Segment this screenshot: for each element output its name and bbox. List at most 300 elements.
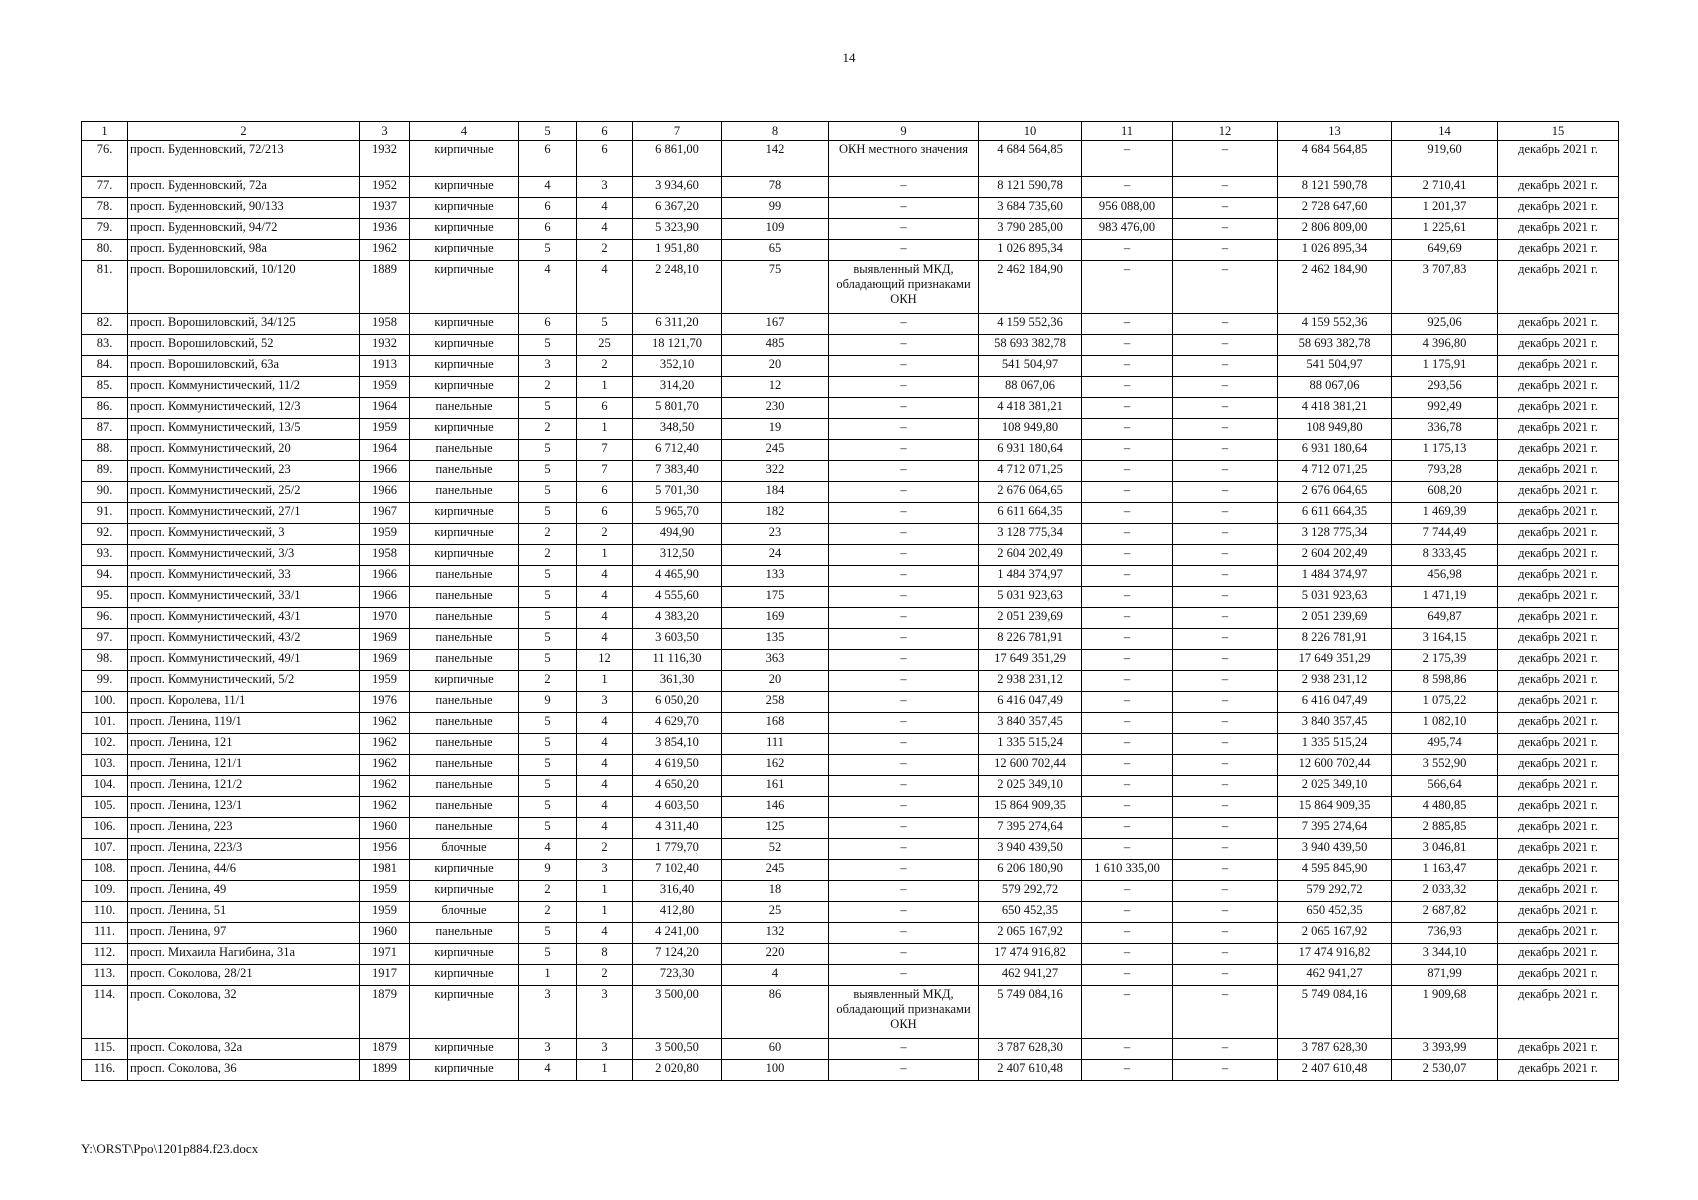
- cell-deadline: декабрь 2021 г.: [1498, 902, 1619, 923]
- cell-cost-col-11: –: [1082, 240, 1173, 261]
- cell-floors: 2: [519, 377, 577, 398]
- cell-floors: 5: [519, 440, 577, 461]
- cell-year-built: 1913: [360, 356, 410, 377]
- cell-heritage-status: –: [829, 356, 979, 377]
- cell-cost-per-sqm: 495,74: [1392, 734, 1498, 755]
- cell-address: просп. Коммунистический, 20: [128, 440, 360, 461]
- cell-row-index: 115.: [82, 1039, 128, 1060]
- cell-floors: 5: [519, 240, 577, 261]
- cell-year-built: 1962: [360, 776, 410, 797]
- cell-deadline: декабрь 2021 г.: [1498, 839, 1619, 860]
- cell-year-built: 1962: [360, 797, 410, 818]
- cell-total-area: 6 367,20: [633, 198, 722, 219]
- cell-entrances: 4: [577, 629, 633, 650]
- cell-residents: 245: [722, 440, 829, 461]
- cell-year-built: 1879: [360, 986, 410, 1039]
- table-row: [82, 692, 1619, 713]
- cell-cost-per-sqm: 293,56: [1392, 377, 1498, 398]
- cell-address: просп. Коммунистический, 11/2: [128, 377, 360, 398]
- table-row: [82, 566, 1619, 587]
- cell-cost-per-sqm: 2 710,41: [1392, 177, 1498, 198]
- cell-cost-total: 1 026 895,34: [979, 240, 1082, 261]
- cell-year-built: 1879: [360, 1039, 410, 1060]
- cell-cost-total: 5 749 084,16: [979, 986, 1082, 1039]
- cell-cost-per-sqm: 736,93: [1392, 923, 1498, 944]
- cell-total-area: 2 020,80: [633, 1060, 722, 1081]
- cell-residents: 245: [722, 860, 829, 881]
- cell-total-area: 7 124,20: [633, 944, 722, 965]
- cell-entrances: 7: [577, 461, 633, 482]
- cell-cost-total: 4 418 381,21: [979, 398, 1082, 419]
- cell-year-built: 1960: [360, 923, 410, 944]
- cell-heritage-status: –: [829, 839, 979, 860]
- cell-row-index: 108.: [82, 860, 128, 881]
- cell-entrances: 1: [577, 419, 633, 440]
- cell-cost-col-13: 4 159 552,36: [1278, 314, 1392, 335]
- cell-deadline: декабрь 2021 г.: [1498, 797, 1619, 818]
- table-row: [82, 524, 1619, 545]
- cell-floors: 5: [519, 335, 577, 356]
- cell-residents: 161: [722, 776, 829, 797]
- cell-row-index: 95.: [82, 587, 128, 608]
- cell-deadline: декабрь 2021 г.: [1498, 398, 1619, 419]
- cell-floors: 5: [519, 608, 577, 629]
- column-number-12: 12: [1173, 122, 1278, 141]
- cell-cost-col-11: –: [1082, 881, 1173, 902]
- cell-residents: 19: [722, 419, 829, 440]
- cell-heritage-status: –: [829, 1039, 979, 1060]
- cell-year-built: 1932: [360, 141, 410, 177]
- cell-deadline: декабрь 2021 г.: [1498, 755, 1619, 776]
- cell-row-index: 77.: [82, 177, 128, 198]
- table-row: [82, 818, 1619, 839]
- cell-cost-per-sqm: 925,06: [1392, 314, 1498, 335]
- cell-cost-col-13: 12 600 702,44: [1278, 755, 1392, 776]
- cell-row-index: 82.: [82, 314, 128, 335]
- cell-cost-total: 3 684 735,60: [979, 198, 1082, 219]
- table-row: [82, 965, 1619, 986]
- cell-row-index: 85.: [82, 377, 128, 398]
- cell-cost-total: 6 931 180,64: [979, 440, 1082, 461]
- cell-heritage-status: выявленный МКД, обладающий признаками ОКН: [829, 986, 979, 1039]
- cell-deadline: декабрь 2021 г.: [1498, 1039, 1619, 1060]
- cell-heritage-status: –: [829, 755, 979, 776]
- cell-residents: 111: [722, 734, 829, 755]
- cell-deadline: декабрь 2021 г.: [1498, 650, 1619, 671]
- cell-cost-total: 3 940 439,50: [979, 839, 1082, 860]
- cell-row-index: 105.: [82, 797, 128, 818]
- cell-row-index: 76.: [82, 141, 128, 177]
- table-row: [82, 839, 1619, 860]
- cell-floors: 3: [519, 356, 577, 377]
- cell-cost-col-11: –: [1082, 261, 1173, 314]
- cell-heritage-status: –: [829, 860, 979, 881]
- cell-total-area: 3 854,10: [633, 734, 722, 755]
- cell-cost-col-12: –: [1173, 1039, 1278, 1060]
- cell-cost-col-11: –: [1082, 1039, 1173, 1060]
- cell-wall-material: панельные: [410, 629, 519, 650]
- cell-cost-col-13: 650 452,35: [1278, 902, 1392, 923]
- cell-cost-per-sqm: 8 333,45: [1392, 545, 1498, 566]
- cell-cost-total: 462 941,27: [979, 965, 1082, 986]
- cell-residents: 169: [722, 608, 829, 629]
- cell-cost-per-sqm: 3 393,99: [1392, 1039, 1498, 1060]
- cell-cost-col-12: –: [1173, 377, 1278, 398]
- cell-total-area: 1 951,80: [633, 240, 722, 261]
- cell-floors: 5: [519, 944, 577, 965]
- cell-wall-material: панельные: [410, 818, 519, 839]
- cell-deadline: декабрь 2021 г.: [1498, 734, 1619, 755]
- cell-heritage-status: выявленный МКД, обладающий признаками ОКН: [829, 261, 979, 314]
- cell-address: просп. Ленина, 44/6: [128, 860, 360, 881]
- cell-total-area: 5 323,90: [633, 219, 722, 240]
- cell-cost-col-12: –: [1173, 461, 1278, 482]
- cell-floors: 2: [519, 545, 577, 566]
- cell-wall-material: кирпичные: [410, 261, 519, 314]
- cell-entrances: 4: [577, 923, 633, 944]
- cell-cost-col-13: 7 395 274,64: [1278, 818, 1392, 839]
- cell-entrances: 3: [577, 1039, 633, 1060]
- cell-year-built: 1899: [360, 1060, 410, 1081]
- cell-heritage-status: –: [829, 1060, 979, 1081]
- cell-address: просп. Буденновский, 90/133: [128, 198, 360, 219]
- table-row: [82, 902, 1619, 923]
- cell-heritage-status: –: [829, 629, 979, 650]
- cell-entrances: 2: [577, 965, 633, 986]
- housing-registry-table: [81, 121, 1619, 1081]
- cell-cost-col-11: –: [1082, 944, 1173, 965]
- cell-address: просп. Ленина, 121/1: [128, 755, 360, 776]
- cell-deadline: декабрь 2021 г.: [1498, 923, 1619, 944]
- cell-wall-material: панельные: [410, 398, 519, 419]
- cell-address: просп. Коммунистический, 3/3: [128, 545, 360, 566]
- cell-total-area: 352,10: [633, 356, 722, 377]
- cell-cost-total: 12 600 702,44: [979, 755, 1082, 776]
- cell-address: просп. Ленина, 223: [128, 818, 360, 839]
- cell-wall-material: кирпичные: [410, 503, 519, 524]
- cell-wall-material: панельные: [410, 587, 519, 608]
- cell-floors: 6: [519, 141, 577, 177]
- cell-cost-per-sqm: 649,87: [1392, 608, 1498, 629]
- cell-floors: 6: [519, 219, 577, 240]
- cell-total-area: 4 465,90: [633, 566, 722, 587]
- cell-cost-col-11: –: [1082, 419, 1173, 440]
- cell-total-area: 348,50: [633, 419, 722, 440]
- cell-row-index: 116.: [82, 1060, 128, 1081]
- cell-wall-material: блочные: [410, 839, 519, 860]
- cell-cost-per-sqm: 992,49: [1392, 398, 1498, 419]
- cell-cost-col-12: –: [1173, 944, 1278, 965]
- table-row: [82, 503, 1619, 524]
- cell-year-built: 1952: [360, 177, 410, 198]
- cell-total-area: 18 121,70: [633, 335, 722, 356]
- cell-address: просп. Михаила Нагибина, 31а: [128, 944, 360, 965]
- cell-floors: 6: [519, 198, 577, 219]
- cell-deadline: декабрь 2021 г.: [1498, 335, 1619, 356]
- table-row: [82, 944, 1619, 965]
- cell-deadline: декабрь 2021 г.: [1498, 482, 1619, 503]
- cell-row-index: 98.: [82, 650, 128, 671]
- cell-cost-total: 3 840 357,45: [979, 713, 1082, 734]
- cell-cost-total: 2 462 184,90: [979, 261, 1082, 314]
- cell-residents: 4: [722, 965, 829, 986]
- cell-cost-total: 3 790 285,00: [979, 219, 1082, 240]
- cell-cost-col-11: –: [1082, 923, 1173, 944]
- cell-wall-material: кирпичные: [410, 1039, 519, 1060]
- cell-cost-per-sqm: 456,98: [1392, 566, 1498, 587]
- cell-floors: 1: [519, 965, 577, 986]
- cell-cost-col-11: –: [1082, 398, 1173, 419]
- cell-residents: 24: [722, 545, 829, 566]
- cell-cost-col-13: 3 840 357,45: [1278, 713, 1392, 734]
- cell-row-index: 80.: [82, 240, 128, 261]
- cell-heritage-status: –: [829, 566, 979, 587]
- cell-cost-col-12: –: [1173, 219, 1278, 240]
- cell-cost-col-11: –: [1082, 141, 1173, 177]
- table-row: [82, 141, 1619, 177]
- cell-heritage-status: –: [829, 419, 979, 440]
- cell-deadline: декабрь 2021 г.: [1498, 818, 1619, 839]
- cell-cost-col-13: 2 025 349,10: [1278, 776, 1392, 797]
- table-row: [82, 881, 1619, 902]
- cell-cost-col-13: 15 864 909,35: [1278, 797, 1392, 818]
- cell-year-built: 1966: [360, 482, 410, 503]
- cell-entrances: 4: [577, 587, 633, 608]
- cell-floors: 2: [519, 524, 577, 545]
- cell-total-area: 7 383,40: [633, 461, 722, 482]
- table-row: [82, 1060, 1619, 1081]
- cell-cost-col-12: –: [1173, 177, 1278, 198]
- cell-address: просп. Ленина, 97: [128, 923, 360, 944]
- cell-year-built: 1967: [360, 503, 410, 524]
- cell-address: просп. Ленина, 223/3: [128, 839, 360, 860]
- column-number-2: 2: [128, 122, 360, 141]
- cell-floors: 5: [519, 566, 577, 587]
- cell-entrances: 4: [577, 818, 633, 839]
- cell-heritage-status: –: [829, 692, 979, 713]
- cell-cost-per-sqm: 2 687,82: [1392, 902, 1498, 923]
- cell-address: просп. Коммунистический, 12/3: [128, 398, 360, 419]
- cell-cost-per-sqm: 3 344,10: [1392, 944, 1498, 965]
- cell-year-built: 1959: [360, 881, 410, 902]
- cell-floors: 6: [519, 314, 577, 335]
- cell-residents: 146: [722, 797, 829, 818]
- cell-residents: 485: [722, 335, 829, 356]
- cell-year-built: 1964: [360, 398, 410, 419]
- cell-cost-total: 5 031 923,63: [979, 587, 1082, 608]
- cell-cost-col-13: 17 474 916,82: [1278, 944, 1392, 965]
- cell-deadline: декабрь 2021 г.: [1498, 419, 1619, 440]
- cell-cost-total: 1 335 515,24: [979, 734, 1082, 755]
- cell-cost-per-sqm: 871,99: [1392, 965, 1498, 986]
- cell-cost-per-sqm: 8 598,86: [1392, 671, 1498, 692]
- cell-cost-col-13: 2 938 231,12: [1278, 671, 1392, 692]
- cell-heritage-status: –: [829, 198, 979, 219]
- column-number-1: 1: [82, 122, 128, 141]
- table-row: [82, 377, 1619, 398]
- cell-residents: 78: [722, 177, 829, 198]
- cell-year-built: 1959: [360, 671, 410, 692]
- table-row: [82, 629, 1619, 650]
- cell-year-built: 1960: [360, 818, 410, 839]
- cell-entrances: 2: [577, 356, 633, 377]
- cell-cost-total: 2 051 239,69: [979, 608, 1082, 629]
- cell-cost-per-sqm: 919,60: [1392, 141, 1498, 177]
- cell-cost-col-11: –: [1082, 608, 1173, 629]
- cell-row-index: 94.: [82, 566, 128, 587]
- cell-cost-col-13: 462 941,27: [1278, 965, 1392, 986]
- cell-wall-material: кирпичные: [410, 219, 519, 240]
- cell-total-area: 314,20: [633, 377, 722, 398]
- cell-deadline: декабрь 2021 г.: [1498, 377, 1619, 398]
- table-row: [82, 860, 1619, 881]
- cell-residents: 75: [722, 261, 829, 314]
- cell-entrances: 4: [577, 608, 633, 629]
- cell-deadline: декабрь 2021 г.: [1498, 944, 1619, 965]
- cell-heritage-status: –: [829, 461, 979, 482]
- column-number-9: 9: [829, 122, 979, 141]
- cell-cost-col-11: –: [1082, 650, 1173, 671]
- table-row: [82, 713, 1619, 734]
- cell-wall-material: кирпичные: [410, 524, 519, 545]
- cell-cost-col-11: 956 088,00: [1082, 198, 1173, 219]
- cell-floors: 5: [519, 734, 577, 755]
- cell-cost-total: 2 407 610,48: [979, 1060, 1082, 1081]
- cell-cost-col-13: 4 418 381,21: [1278, 398, 1392, 419]
- cell-cost-col-12: –: [1173, 261, 1278, 314]
- cell-total-area: 1 779,70: [633, 839, 722, 860]
- cell-deadline: декабрь 2021 г.: [1498, 356, 1619, 377]
- table-row: [82, 776, 1619, 797]
- cell-row-index: 110.: [82, 902, 128, 923]
- cell-deadline: декабрь 2021 г.: [1498, 524, 1619, 545]
- cell-cost-total: 8 226 781,91: [979, 629, 1082, 650]
- cell-cost-col-11: –: [1082, 818, 1173, 839]
- cell-cost-col-12: –: [1173, 839, 1278, 860]
- cell-residents: 20: [722, 356, 829, 377]
- cell-cost-total: 3 787 628,30: [979, 1039, 1082, 1060]
- cell-total-area: 5 801,70: [633, 398, 722, 419]
- cell-cost-total: 17 649 351,29: [979, 650, 1082, 671]
- cell-heritage-status: –: [829, 377, 979, 398]
- cell-floors: 4: [519, 261, 577, 314]
- cell-cost-col-12: –: [1173, 545, 1278, 566]
- cell-deadline: декабрь 2021 г.: [1498, 986, 1619, 1039]
- cell-heritage-status: –: [829, 440, 979, 461]
- cell-cost-per-sqm: 4 480,85: [1392, 797, 1498, 818]
- cell-cost-col-12: –: [1173, 524, 1278, 545]
- cell-year-built: 1969: [360, 629, 410, 650]
- cell-total-area: 316,40: [633, 881, 722, 902]
- cell-total-area: 3 603,50: [633, 629, 722, 650]
- cell-cost-col-12: –: [1173, 398, 1278, 419]
- table-row: [82, 356, 1619, 377]
- column-number-13: 13: [1278, 122, 1392, 141]
- cell-cost-col-11: –: [1082, 692, 1173, 713]
- cell-heritage-status: –: [829, 524, 979, 545]
- cell-total-area: 4 383,20: [633, 608, 722, 629]
- cell-cost-col-13: 4 684 564,85: [1278, 141, 1392, 177]
- table-row: [82, 314, 1619, 335]
- cell-residents: 184: [722, 482, 829, 503]
- cell-cost-per-sqm: 1 175,91: [1392, 356, 1498, 377]
- cell-cost-col-11: –: [1082, 356, 1173, 377]
- column-number-3: 3: [360, 122, 410, 141]
- cell-cost-col-13: 6 416 047,49: [1278, 692, 1392, 713]
- cell-cost-per-sqm: 649,69: [1392, 240, 1498, 261]
- cell-year-built: 1981: [360, 860, 410, 881]
- cell-address: просп. Королева, 11/1: [128, 692, 360, 713]
- cell-year-built: 1956: [360, 839, 410, 860]
- cell-year-built: 1966: [360, 566, 410, 587]
- cell-wall-material: кирпичные: [410, 986, 519, 1039]
- cell-floors: 4: [519, 177, 577, 198]
- cell-row-index: 106.: [82, 818, 128, 839]
- cell-wall-material: кирпичные: [410, 141, 519, 177]
- cell-address: просп. Коммунистический, 27/1: [128, 503, 360, 524]
- cell-deadline: декабрь 2021 г.: [1498, 881, 1619, 902]
- table-row: [82, 608, 1619, 629]
- cell-wall-material: кирпичные: [410, 1060, 519, 1081]
- cell-cost-col-13: 2 728 647,60: [1278, 198, 1392, 219]
- cell-row-index: 97.: [82, 629, 128, 650]
- cell-heritage-status: ОКН местного значения: [829, 141, 979, 177]
- cell-cost-col-11: –: [1082, 797, 1173, 818]
- cell-entrances: 12: [577, 650, 633, 671]
- cell-residents: 132: [722, 923, 829, 944]
- cell-address: просп. Буденновский, 94/72: [128, 219, 360, 240]
- cell-year-built: 1937: [360, 198, 410, 219]
- cell-deadline: декабрь 2021 г.: [1498, 860, 1619, 881]
- cell-deadline: декабрь 2021 г.: [1498, 587, 1619, 608]
- cell-floors: 5: [519, 503, 577, 524]
- column-number-6: 6: [577, 122, 633, 141]
- cell-cost-total: 6 416 047,49: [979, 692, 1082, 713]
- cell-residents: 167: [722, 314, 829, 335]
- cell-heritage-status: –: [829, 314, 979, 335]
- cell-address: просп. Ворошиловский, 52: [128, 335, 360, 356]
- cell-floors: 5: [519, 818, 577, 839]
- cell-cost-total: 579 292,72: [979, 881, 1082, 902]
- cell-heritage-status: –: [829, 902, 979, 923]
- cell-cost-col-13: 2 676 064,65: [1278, 482, 1392, 503]
- cell-row-index: 107.: [82, 839, 128, 860]
- cell-wall-material: кирпичные: [410, 965, 519, 986]
- cell-cost-col-12: –: [1173, 818, 1278, 839]
- cell-wall-material: кирпичные: [410, 177, 519, 198]
- cell-cost-col-11: –: [1082, 587, 1173, 608]
- cell-cost-col-12: –: [1173, 650, 1278, 671]
- cell-cost-per-sqm: 3 707,83: [1392, 261, 1498, 314]
- table-row: [82, 482, 1619, 503]
- cell-cost-total: 2 025 349,10: [979, 776, 1082, 797]
- cell-total-area: 4 629,70: [633, 713, 722, 734]
- cell-deadline: декабрь 2021 г.: [1498, 261, 1619, 314]
- table-row: [82, 335, 1619, 356]
- cell-cost-col-13: 5 749 084,16: [1278, 986, 1392, 1039]
- table-row: [82, 240, 1619, 261]
- cell-heritage-status: –: [829, 503, 979, 524]
- cell-entrances: 4: [577, 755, 633, 776]
- cell-cost-col-12: –: [1173, 587, 1278, 608]
- cell-year-built: 1962: [360, 713, 410, 734]
- cell-cost-total: 4 159 552,36: [979, 314, 1082, 335]
- cell-entrances: 5: [577, 314, 633, 335]
- cell-floors: 4: [519, 839, 577, 860]
- cell-wall-material: кирпичные: [410, 419, 519, 440]
- cell-entrances: 3: [577, 860, 633, 881]
- cell-entrances: 4: [577, 797, 633, 818]
